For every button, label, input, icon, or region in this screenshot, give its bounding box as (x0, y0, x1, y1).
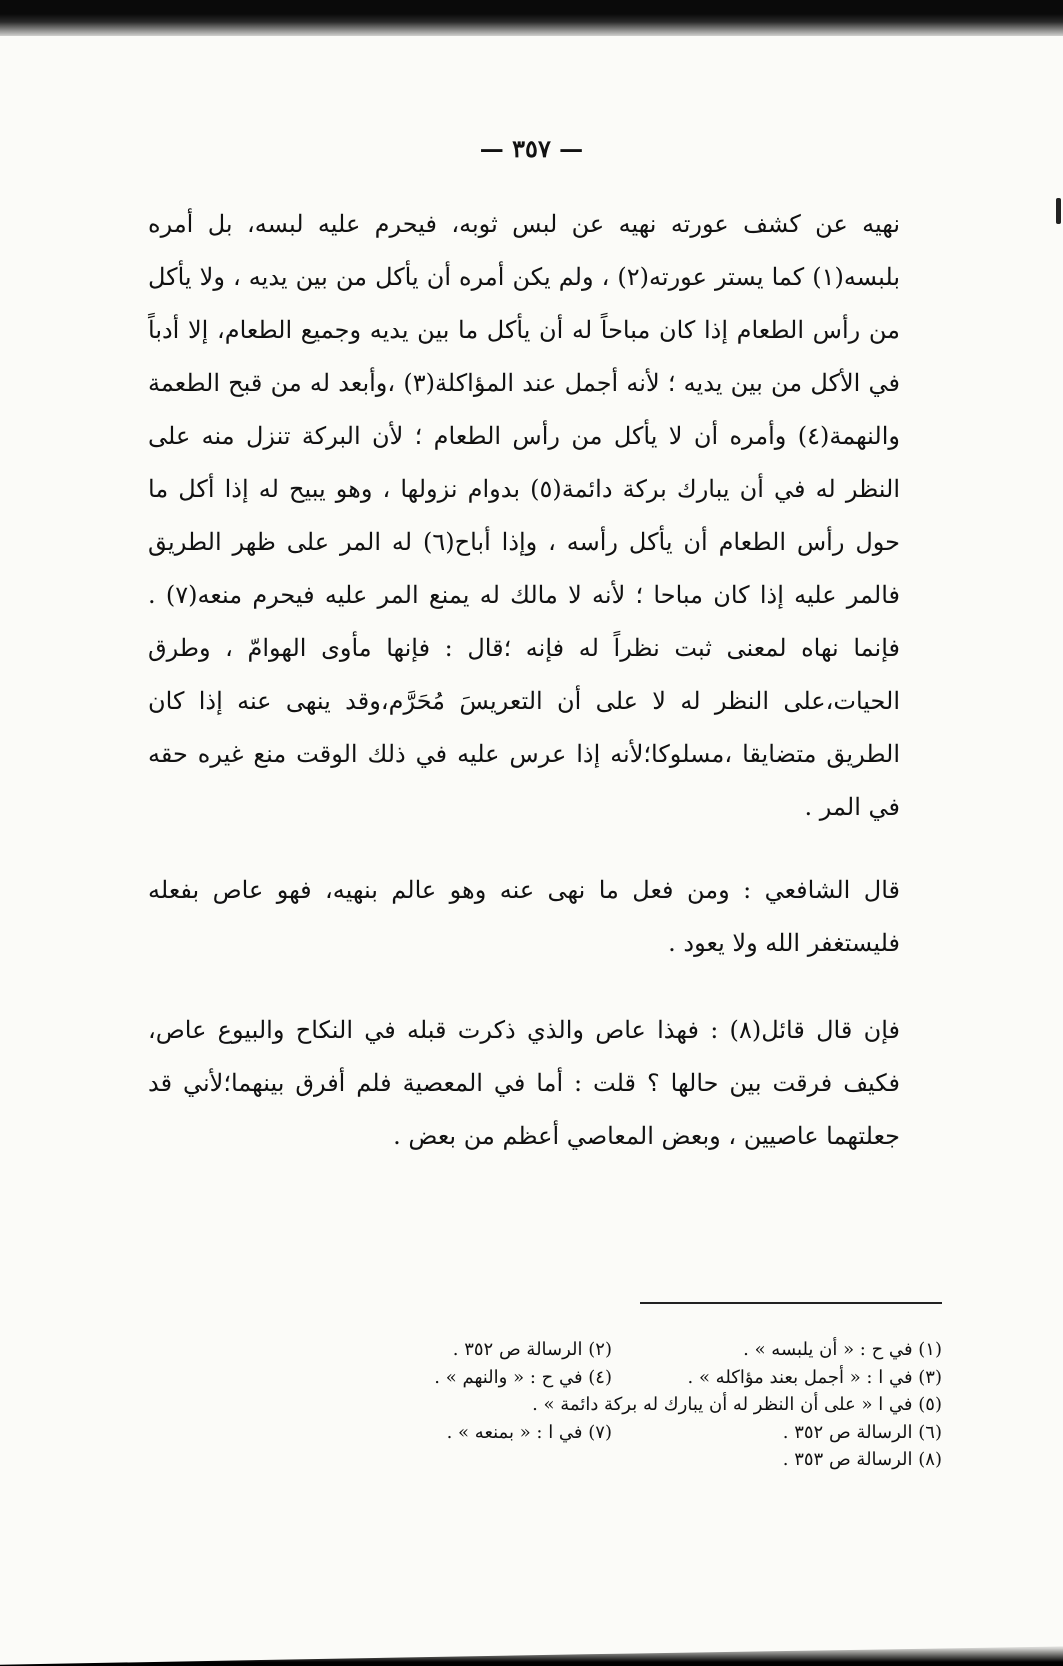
footnote-3: (٣) في ا : « أجمل بعند مؤاكله » . (687, 1366, 942, 1388)
paragraph-2: قال الشافعي : ومن فعل ما نهى عنه وهو عالم بنهيه، فهو عاص بفعله فليستغفر الله ولا يعود . (148, 876, 900, 957)
footnote-row (330, 1391, 942, 1419)
page-number: — ٣٥٧ — (479, 134, 584, 163)
footnote-7: (٧) في ا : « بمنعه » . (446, 1421, 612, 1443)
margin-mark (1056, 198, 1061, 224)
footnote-separator (640, 1302, 942, 1304)
paragraph-3: فإن قال قائل(٨) : فهذا عاص والذي ذكرت قبله في النكاح والبيوع عاص، فكيف فرقت بين حالها ؟ قلت : أما في المعصية فلم أفرق بينهما؛لأني قد جعلتهما عاصيين ، وبعض المعاصي أعظم من بعض . (148, 1016, 900, 1150)
footnote-6: (٦) الرسالة ص ٣٥٢ . (782, 1421, 942, 1443)
footnote-8: (٨) الرسالة ص ٣٥٣ . (782, 1449, 942, 1470)
footnote-row (330, 1446, 942, 1474)
footnotes (330, 1336, 942, 1474)
main-text (148, 198, 900, 1163)
scan-bottom-edge (0, 1640, 1063, 1666)
footnote-1: (١) في ح : « أن يلبسه » . (743, 1339, 942, 1360)
paragraph-1: نهيه عن كشف عورته نهيه عن لبس ثوبه، فيحرم عليه لبسه، بل أمره بلبسه(١) كما يستر عورته(٢) ، ولم يكن أمره أن يأكل من بين يديه ، ولا يأكل من رأس الطعام إذا كان مباحاً له أن يأكل ما بين يديه وجميع الطعام، إلا أدباً في الأكل من بين يديه ؛ لأنه أجمل عند المؤاكلة(٣) ،وأبعد له من قبح الطعمة والنهمة(٤) وأمره أن لا يأكل من رأس الطعام ؛ لأن البركة تنزل منه على النظر له في أن يبارك بركة دائمة(٥) بدوام نزولها ، وهو يبيح له إذا أكل ما حول رأس الطعام أن يأكل رأسه ، وإذا أباح(٦) له المر على ظهر الطريق فالمر عليه إذا كان مباحا ؛ لأنه لا مالك له يمنع المر عليه فيحرم منعه(٧) . فإنما نهاه لمعنى ثبت نظراً له فإنه ؛قال : فإنها مأوى الهوامّ ، وطرق الحيات،على النظر له لا على أن التعريسَ مُحَرَّم،وقد ينهى عنه إذا كان الطريق متضايقا ،مسلوكا؛لأنه إذا عرس عليه في ذلك الوقت منع غيره حقه في المر . (148, 210, 900, 821)
footnote-row (330, 1336, 942, 1364)
footnote-row (330, 1364, 942, 1392)
footnote-4: (٤) في ح : « والنهم » . (434, 1366, 612, 1388)
footnote-row (330, 1419, 942, 1447)
footnote-2: (٢) الرسالة ص ٣٥٢ . (452, 1339, 612, 1360)
scan-top-edge (0, 0, 1063, 36)
footnote-5: (٥) في ا « على أن النظر له أن يبارك له بركة دائمة » . (532, 1394, 942, 1415)
